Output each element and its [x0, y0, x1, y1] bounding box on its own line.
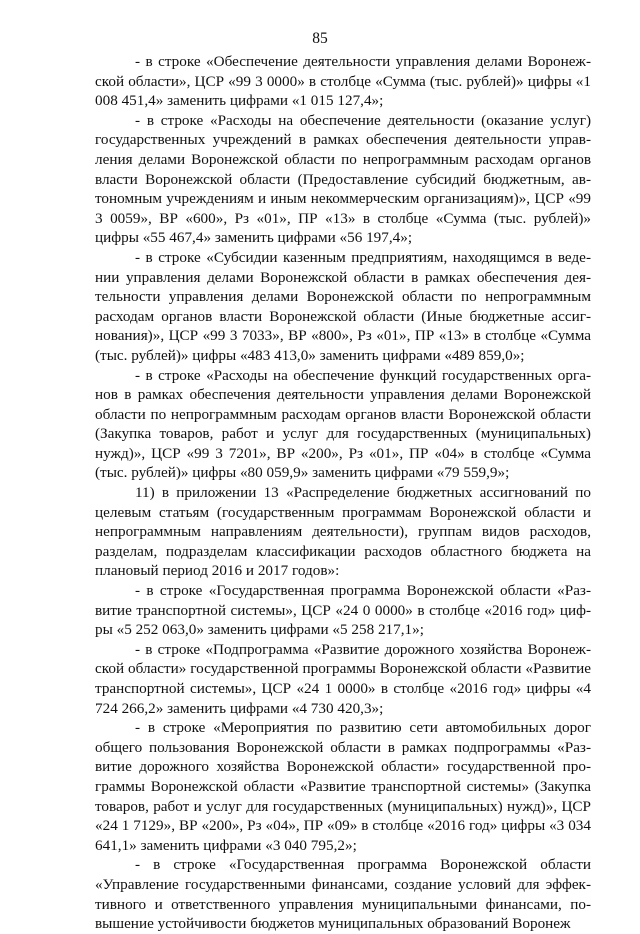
document-body — [95, 52, 591, 934]
paragraph: - в строке «Субсидии казенным предприятиям, находящимся в ведении управления делами Воронежской области в рамках обеспечения деятельности управления делами Воронежской области по непрограммным расходам органов власти Воронежской области (Иные бюджетные ассигнования)», ЦСР «99 3 7033», ВР «800», Рз «01», ПР «13» в столбце «Сумма (тыс. рублей)» цифры «483 413,0» заменить цифрами «489 859,0»; — [95, 248, 591, 364]
paragraph: - в строке «Подпрограмма «Развитие дорожного хозяйства Воронежской области» государственной программы Воронежской области «Развитие транспортной системы», ЦСР «24 1 0000» в столбце «2016 год» цифры «4 724 266,2» заменить цифрами «4 730 420,3»; — [95, 640, 591, 717]
paragraph: - в строке «Государственная программа Воронежской области «Управление государственными финансами, создание условий для эффективного и ответственного управления муниципальными финансами, повышение устойчивости бюджетов муниципальных образований Воронеж — [95, 856, 591, 933]
paragraph: - в строке «Расходы на обеспечение функций государственных органов в рамках обеспечения деятельности управления делами Воронежской области по непрограммным расходам органов власти Воронежской области (Закупка товаров, работ и услуг для государственных (муниципальных) нужд)», ЦСР «99 3 7201», ВР «200», Рз «01», ПР «04» в столбце «Сумма (тыс. рублей)» цифры «80 059,9» заменить цифрами «79 559,9»; — [95, 366, 591, 482]
paragraph: - в строке «Расходы на обеспечение деятельности (оказание услуг) государственных учреждений в рамках обеспечения деятельности управления делами Воронежской области по непрограммным расходам органов власти Воронежской области (Предоставление субсидий бюджетным, автономным учреждениям и иным некоммерческим организациям)», ЦСР «99 3 0059», ВР «600», Рз «01», ПР «13» в столбце «Сумма (тыс. рублей)» цифры «55 467,4» заменить цифрами «56 197,4»; — [95, 111, 591, 247]
paragraph: - в строке «Мероприятия по развитию сети автомобильных дорог общего пользования Воронежской области в рамках подпрограммы «Развитие дорожного хозяйства Воронежской области» государственной программы Воронежской области «Развитие транспортной системы» (Закупка товаров, работ и услуг для государственных (муниципальных) нужд)», ЦСР «24 1 7129», ВР «200», Рз «04», ПР «09» в столбце «2016 год» цифры «3 034 641,1» заменить цифрами «3 040 795,2»; — [95, 719, 591, 854]
paragraph: 11) в приложении 13 «Распределение бюджетных ассигнований по целевым статьям (государственным программам Воронежской области и непрограммным направлениям деятельности), группам видов расходов, разделам, подразделам классификации расходов областного бюджета на плановый период 2016 и 2017 годов»: — [95, 484, 591, 580]
paragraph: - в строке «Обеспечение деятельности управления делами Воронежской области», ЦСР «99 3 0000» в столбце «Сумма (тыс. рублей)» цифры «1 008 451,4» заменить цифрами «1 015 127,4»; — [95, 53, 591, 110]
page-number: 85 — [312, 30, 328, 47]
paragraph: - в строке «Государственная программа Воронежской области «Развитие транспортной системы», ЦСР «24 0 0000» в столбце «2016 год» цифры «5 252 063,0» заменить цифрами «5 258 217,1»; — [95, 582, 591, 639]
